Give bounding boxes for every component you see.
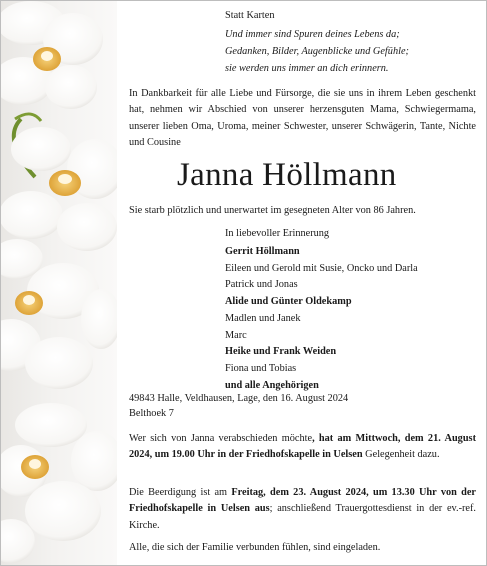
farewell-text: Wer sich von Janna verabschieden möchte bbox=[129, 433, 313, 444]
closing-line: Alle, die sich der Familie verbunden fühlen, sind eingeladen. bbox=[129, 542, 381, 553]
deceased-name: Janna Höllmann bbox=[177, 157, 397, 193]
mourner-line: Gerrit Höllmann bbox=[225, 246, 300, 257]
orchid-decoration-image bbox=[1, 1, 117, 565]
mourner-line: Alide und Günter Oldekamp bbox=[225, 296, 352, 308]
verse-line-3: sie werden uns immer an dich erinnern. bbox=[225, 63, 389, 74]
orchid-2 bbox=[1, 127, 117, 251]
mourners-heading: In liebevoller Erinnerung bbox=[225, 228, 330, 239]
farewell-paragraph bbox=[129, 431, 476, 464]
mourner-line: und alle Angehörigen bbox=[225, 379, 319, 391]
farewell-details: , hat am Mittwoch, dem 21. August 2024, um 19.00 Uhr in der Friedhofskapelle in Uelsen bbox=[129, 433, 476, 461]
orchid-3 bbox=[1, 239, 117, 389]
orchid-4 bbox=[1, 403, 117, 563]
mourners-list bbox=[225, 244, 418, 394]
mourner-line: Patrick und Jonas bbox=[225, 279, 298, 291]
intro-paragraph: In Dankbarkeit für alle Liebe und Fürsorge, die sie uns in ihrem Leben geschenkt hat, nehmen wir Abschied von unserer herzensguten Mama, Schwiegermama, unserer lieben Oma, Uroma, meiner Schwester, unserer Schwägerin, Tante, Nichte und Cousine bbox=[129, 88, 476, 148]
death-statement: Sie starb plötzlich und unerwartet im gesegneten Alter von 86 Jahren. bbox=[129, 205, 416, 216]
mourner-line: Fiona und Tobias bbox=[225, 362, 297, 374]
mourner-line: Eileen und Gerold mit Susie, Oncko und Darla bbox=[225, 262, 418, 274]
farewell-text-end: Gelegenheit dazu. bbox=[362, 449, 440, 461]
funeral-text: Die Beerdigung ist am bbox=[129, 487, 232, 498]
address-line-2: Belthoek 7 bbox=[129, 408, 174, 419]
address-line-1: 49843 Halle, Veldhausen, Lage, den 16. August 2024 bbox=[129, 393, 349, 404]
mourner-line: Marc bbox=[225, 329, 247, 341]
verse-line-2: Gedanken, Bilder, Augenblicke und Gefühle; bbox=[225, 46, 409, 57]
verse-line-1: Und immer sind Spuren deines Lebens da; bbox=[225, 29, 400, 40]
orchid-1 bbox=[1, 1, 103, 109]
mourner-line: Heike und Frank Weiden bbox=[225, 346, 337, 358]
mourner-line: Madlen und Janek bbox=[225, 312, 301, 324]
funeral-text-end: ; anschließend Trauergottesdienst in der ev.-ref. Kirche. bbox=[129, 503, 476, 531]
funeral-details: Freitag, dem 23. August 2024, um 13.30 Uhr von der Friedhofskapelle in Uelsen aus bbox=[129, 487, 476, 515]
funeral-paragraph bbox=[129, 485, 476, 534]
header-statt-karten: Statt Karten bbox=[225, 10, 275, 21]
